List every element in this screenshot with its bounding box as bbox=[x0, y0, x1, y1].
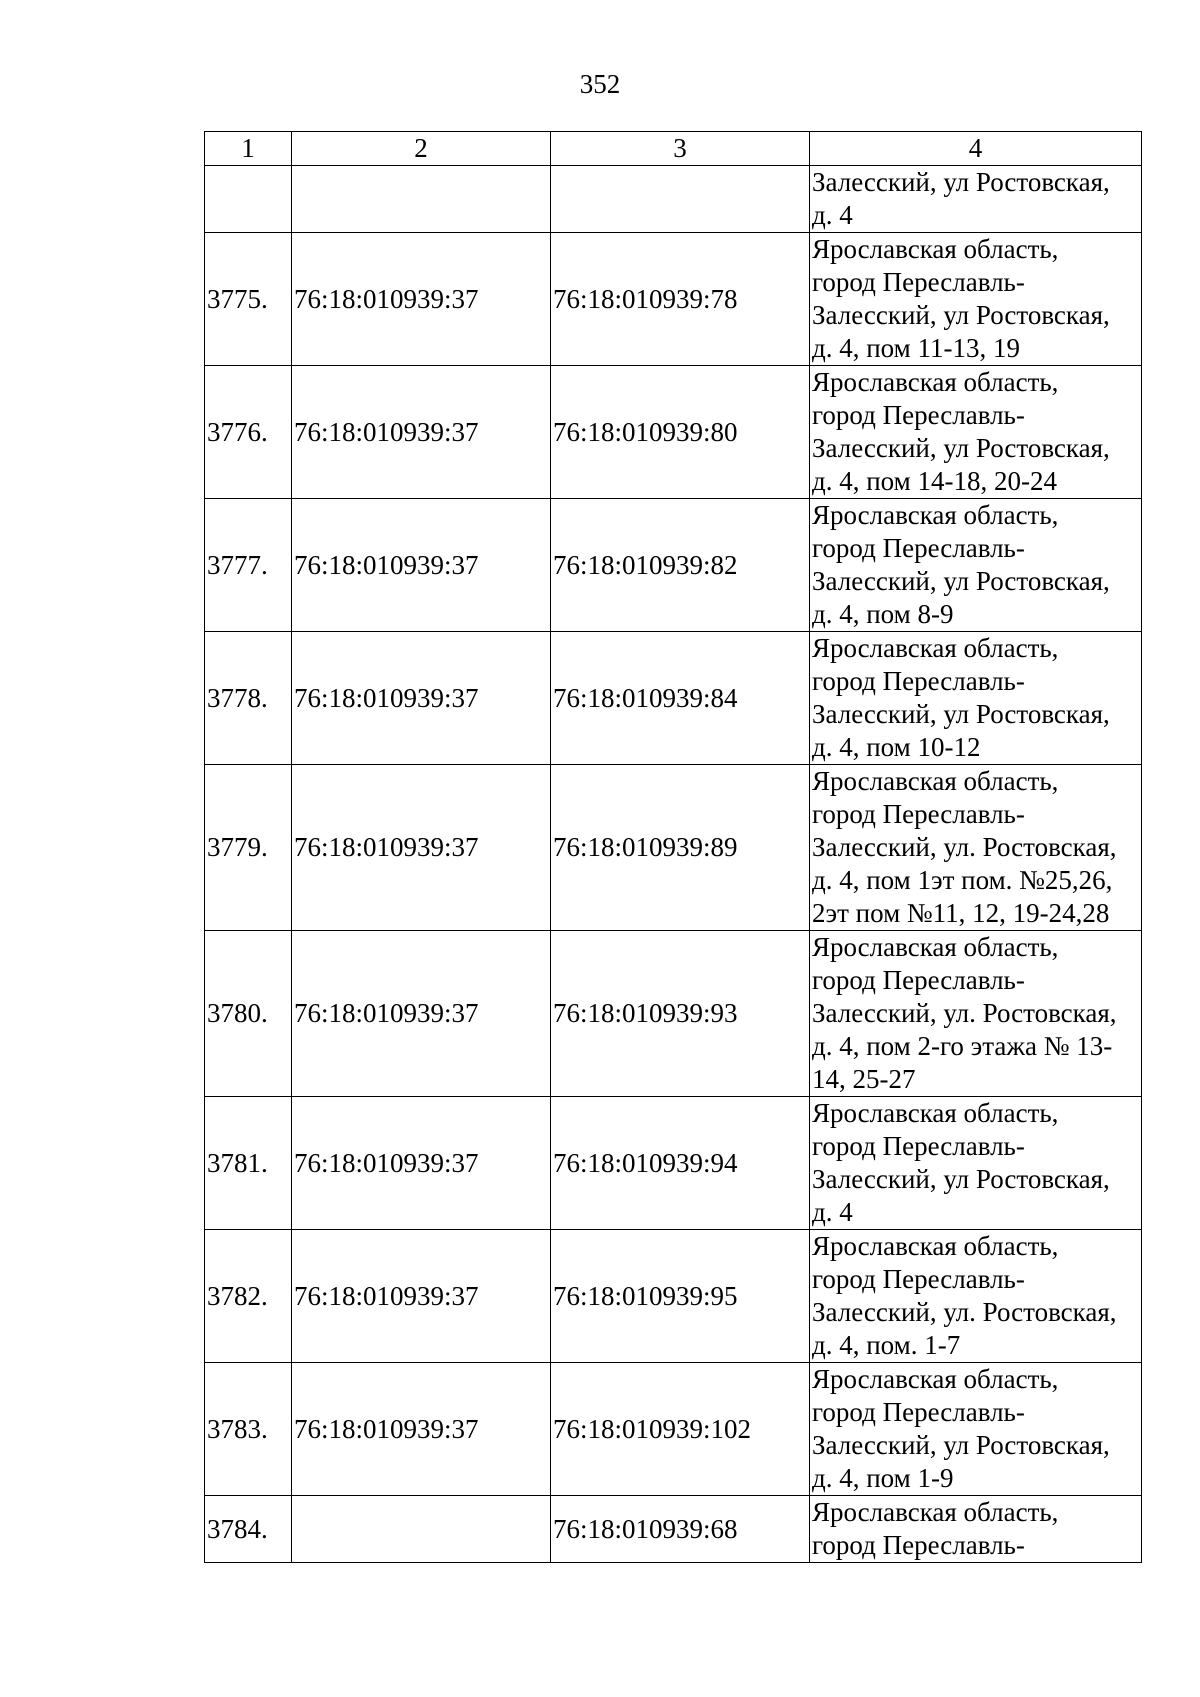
parent-cadastral-cell: 76:18:010939:37 bbox=[292, 765, 551, 931]
row-number-cell: 3781. bbox=[205, 1097, 292, 1230]
cadastral-number-cell: 76:18:010939:68 bbox=[551, 1496, 810, 1563]
address-cell: Ярославская область, город Переславль- bbox=[810, 1496, 1142, 1563]
column-header-2: 2 bbox=[292, 132, 551, 166]
address-cell: Ярославская область, город Переславль- Залесский, ул Ростовская, д. 4, пом 8-9 bbox=[810, 499, 1142, 632]
page-number: 352 bbox=[579, 69, 621, 99]
cadastral-number-cell: 76:18:010939:78 bbox=[551, 233, 810, 366]
parent-cadastral-cell: 76:18:010939:37 bbox=[292, 233, 551, 366]
table-row bbox=[205, 166, 1142, 233]
column-header-1: 1 bbox=[205, 132, 292, 166]
row-number-cell: 3784. bbox=[205, 1496, 292, 1563]
parent-cadastral-cell: 76:18:010939:37 bbox=[292, 931, 551, 1097]
address-cell: Ярославская область, город Переславль- Залесский, ул. Ростовская, д. 4, пом 1эт пом. №25,26, 2эт пом №11, 12, 19-24,28 bbox=[810, 765, 1142, 931]
table-body bbox=[205, 166, 1142, 1563]
table-row bbox=[205, 1097, 1142, 1230]
row-number-cell: 3780. bbox=[205, 931, 292, 1097]
cadastral-number-cell: 76:18:010939:94 bbox=[551, 1097, 810, 1230]
cadastral-number-cell: 76:18:010939:93 bbox=[551, 931, 810, 1097]
cadastral-number-cell: 76:18:010939:80 bbox=[551, 366, 810, 499]
address-cell: Залесский, ул Ростовская, д. 4 bbox=[810, 166, 1142, 233]
cadastral-number-cell: 76:18:010939:95 bbox=[551, 1230, 810, 1363]
address-cell: Ярославская область, город Переславль- Залесский, ул Ростовская, д. 4 bbox=[810, 1097, 1142, 1230]
row-number-cell: 3778. bbox=[205, 632, 292, 765]
table-row bbox=[205, 931, 1142, 1097]
row-number-cell: 3777. bbox=[205, 499, 292, 632]
parent-cadastral-cell: 76:18:010939:37 bbox=[292, 1230, 551, 1363]
table-row bbox=[205, 632, 1142, 765]
row-number-cell: 3779. bbox=[205, 765, 292, 931]
cadastral-number-cell: 76:18:010939:82 bbox=[551, 499, 810, 632]
table-row bbox=[205, 1363, 1142, 1496]
cadastral-number-cell: 76:18:010939:102 bbox=[551, 1363, 810, 1496]
cadastral-number-cell: 76:18:010939:84 bbox=[551, 632, 810, 765]
parent-cadastral-cell: 76:18:010939:37 bbox=[292, 1097, 551, 1230]
table-header bbox=[205, 132, 1142, 166]
parent-cadastral-cell: 76:18:010939:37 bbox=[292, 366, 551, 499]
address-cell: Ярославская область, город Переславль- Залесский, ул Ростовская, д. 4, пом 1-9 bbox=[810, 1363, 1142, 1496]
address-cell: Ярославская область, город Переславль- Залесский, ул Ростовская, д. 4, пом 14-18, 20-24 bbox=[810, 366, 1142, 499]
registry-table bbox=[204, 131, 1142, 1563]
address-cell: Ярославская область, город Переславль- Залесский, ул Ростовская, д. 4, пом 10-12 bbox=[810, 632, 1142, 765]
address-cell: Ярославская область, город Переславль- Залесский, ул. Ростовская, д. 4, пом 2-го этажа № 13- 14, 25-27 bbox=[810, 931, 1142, 1097]
address-cell: Ярославская область, город Переславль- Залесский, ул. Ростовская, д. 4, пом. 1-7 bbox=[810, 1230, 1142, 1363]
parent-cadastral-cell bbox=[292, 1496, 551, 1563]
row-number-cell bbox=[205, 166, 292, 233]
row-number-cell: 3775. bbox=[205, 233, 292, 366]
parent-cadastral-cell: 76:18:010939:37 bbox=[292, 499, 551, 632]
parent-cadastral-cell: 76:18:010939:37 bbox=[292, 1363, 551, 1496]
table-row bbox=[205, 765, 1142, 931]
column-header-3: 3 bbox=[551, 132, 810, 166]
table-row bbox=[205, 233, 1142, 366]
address-cell: Ярославская область, город Переславль- Залесский, ул Ростовская, д. 4, пом 11-13, 19 bbox=[810, 233, 1142, 366]
column-header-4: 4 bbox=[810, 132, 1142, 166]
cadastral-number-cell bbox=[551, 166, 810, 233]
table-row bbox=[205, 499, 1142, 632]
header-row bbox=[205, 132, 1142, 166]
parent-cadastral-cell: 76:18:010939:37 bbox=[292, 632, 551, 765]
cadastral-number-cell: 76:18:010939:89 bbox=[551, 765, 810, 931]
row-number-cell: 3776. bbox=[205, 366, 292, 499]
parent-cadastral-cell bbox=[292, 166, 551, 233]
table-row bbox=[205, 1496, 1142, 1563]
row-number-cell: 3783. bbox=[205, 1363, 292, 1496]
table-row bbox=[205, 366, 1142, 499]
table-row bbox=[205, 1230, 1142, 1363]
row-number-cell: 3782. bbox=[205, 1230, 292, 1363]
